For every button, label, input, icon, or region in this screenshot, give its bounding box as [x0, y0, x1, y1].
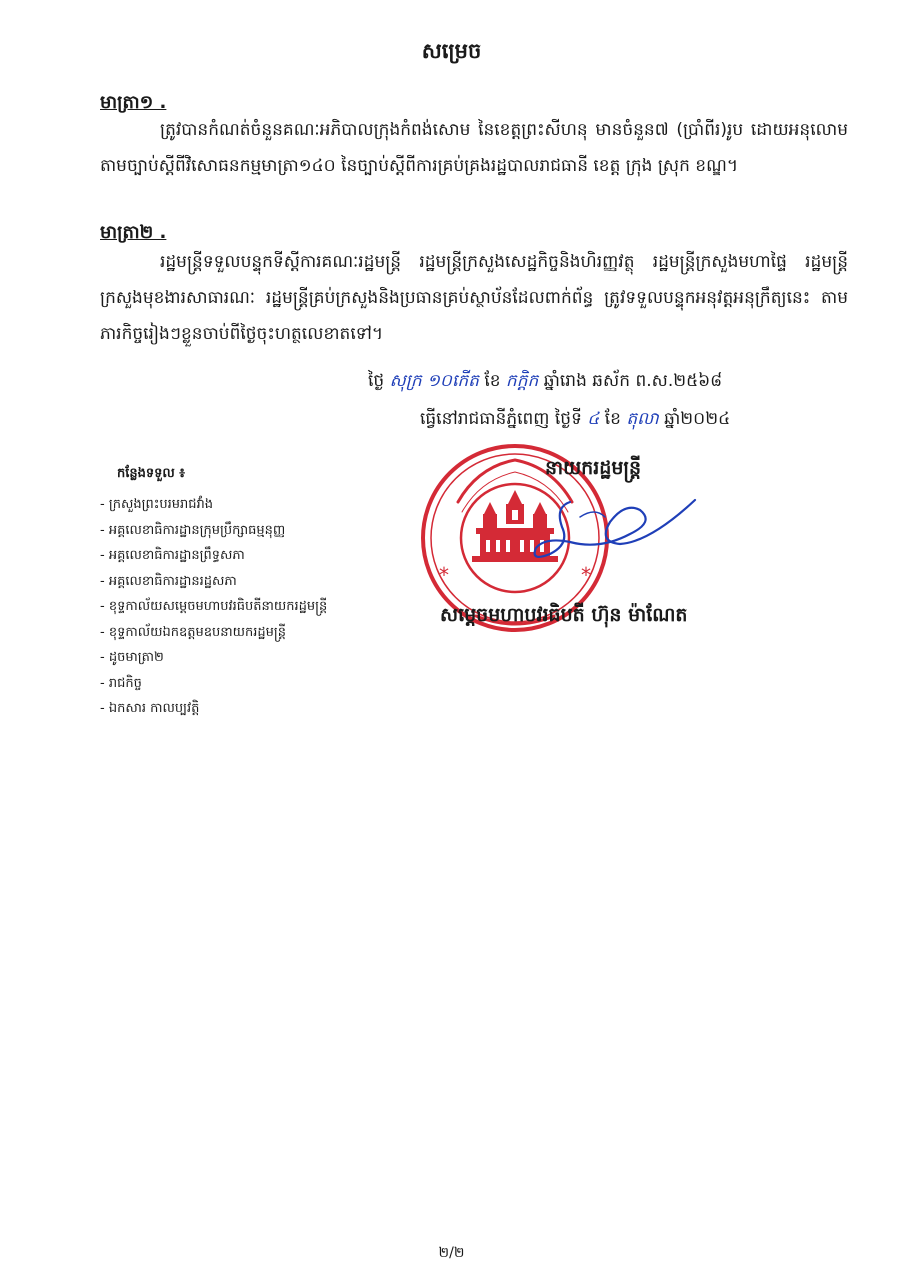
lunar-date-line — [368, 370, 722, 395]
lunar-year-text: ឆ្នាំរោង ឆស័ក ព.ស.២៥៦៨ — [543, 371, 723, 391]
solar-month-handwritten: តុលា — [626, 409, 659, 429]
list-item: - រាជកិច្ច — [100, 671, 327, 697]
recipients-list — [100, 492, 327, 722]
signatory-title: នាយករដ្ឋមន្ត្រី — [545, 457, 642, 479]
solar-month-prefix: ខែ — [604, 409, 621, 429]
svg-text:*: * — [581, 563, 591, 587]
list-item: - ឯកសារ កាលប្បវត្តិ — [100, 696, 327, 722]
article-2-heading: មាត្រា២ . — [100, 222, 167, 243]
list-item: - ក្រសួងព្រះបរមរាជវាំង — [100, 492, 327, 518]
article-1-text: ត្រូវបានកំណត់ចំនួនគណៈអភិបាលក្រុងកំពង់សោម នៃខេត្តព្រះសីហនុ មានចំនួន៧ (ប្រាំពីរ)រូប ដោយអនុលោមតាមច្បាប់ស្តីពីវិសោធនកម្មមាត្រា១៤០ នៃច្បាប់ស្តីពីការគ្រប់គ្រងរដ្ឋបាលរាជធានី ខេត្ត ក្រុង ស្រុក ខណ្ឌ។ — [100, 120, 848, 176]
list-item: - អគ្គលេខាធិការដ្ឋានក្រុមប្រឹក្សាធម្មនុញ្ញ — [100, 518, 327, 544]
lunar-month-handwritten: កក្ដិក — [505, 371, 539, 391]
list-item: - ដូចមាត្រា២ — [100, 645, 327, 671]
lunar-day-handwritten: សុក្រ ១០កើត — [389, 371, 479, 391]
article-2-body — [100, 244, 848, 352]
recipients-title: កន្លែងទទួល ៖ — [117, 466, 186, 481]
list-item: - អគ្គលេខាធិការដ្ឋានព្រឹទ្ធសភា — [100, 543, 327, 569]
page-number: ២/២ — [438, 1245, 465, 1261]
list-item: - ខុទ្ទកាល័យឯកឧត្តមឧបនាយករដ្ឋមន្ត្រី — [100, 620, 327, 646]
article-2-text: រដ្ឋមន្ត្រីទទួលបន្ទុកទីស្តីការគណៈរដ្ឋមន្ត្រី រដ្ឋមន្ត្រីក្រសួងសេដ្ឋកិច្ចនិងហិរញ្ញវត្ថុ រដ្ឋមន្ត្រីក្រសួងមហាផ្ទៃ រដ្ឋមន្ត្រីក្រសួងមុខងារសាធារណៈ រដ្ឋមន្ត្រីគ្រប់ក្រសួងនិងប្រធានគ្រប់ស្ថាប័នដែលពាក់ព័ន្ធ ត្រូវទទួលបន្ទុកអនុវត្តអនុក្រឹត្យនេះ តាមភារកិច្ចរៀងៗខ្លួនចាប់ពីថ្ងៃចុះហត្ថលេខាតទៅ។ — [100, 252, 848, 344]
solar-date-line — [420, 408, 730, 433]
solar-year-text: ឆ្នាំ២០២៤ — [664, 409, 731, 429]
article-1-heading: មាត្រា១ . — [100, 92, 167, 113]
article-1-body — [100, 112, 848, 184]
solar-place-prefix: ធ្វើនៅរាជធានីភ្នំពេញ ថ្ងៃទី — [420, 409, 582, 429]
lunar-month-prefix: ខែ — [484, 371, 501, 391]
document-title: សម្រេច — [421, 39, 482, 63]
list-item: - អគ្គលេខាធិការដ្ឋានរដ្ឋសភា — [100, 569, 327, 595]
lunar-day-prefix: ថ្ងៃ — [368, 371, 385, 391]
solar-day-handwritten: ៤ — [587, 409, 600, 429]
signatory-name: សម្តេចមហាបវរធិបតី ហ៊ុន ម៉ាណែត — [440, 604, 688, 626]
signature-icon — [500, 482, 700, 582]
list-item: - ខុទ្ទកាល័យសម្តេចមហាបវរធិបតីនាយករដ្ឋមន្ត្រី — [100, 594, 327, 620]
svg-text:*: * — [439, 563, 449, 587]
